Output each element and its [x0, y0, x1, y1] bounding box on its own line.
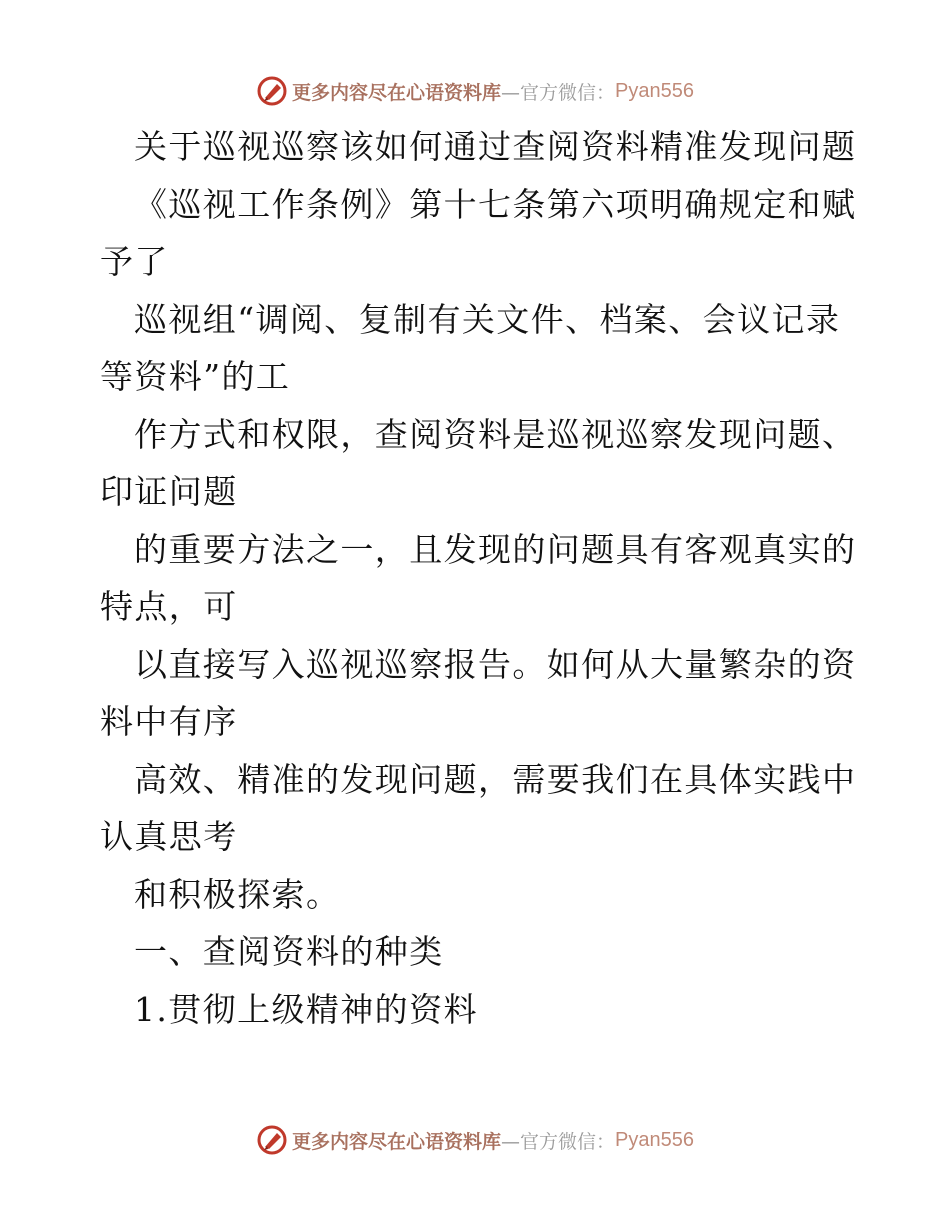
doc-line: 和积极探索。: [134, 874, 341, 914]
doc-line: 关于巡视巡察该如何通过查阅资料精准发现问题: [134, 127, 857, 166]
doc-line: 特点，可: [100, 587, 238, 626]
doc-line: 《巡视工作条例》第十七条第六项明确规定和赋: [134, 184, 857, 224]
doc-line: 巡视组“调阅、复制有关文件、档案、会议记录: [134, 299, 841, 339]
watermark-wechat-id: Pyan556: [615, 79, 694, 102]
document-body: [100, 118, 860, 1038]
watermark-brand: 更多内容尽在心语资料库: [292, 81, 502, 104]
pen-logo-icon: [256, 75, 288, 107]
watermark-wechat-id: Pyan556: [615, 1128, 694, 1151]
footer-watermark: [0, 1120, 950, 1160]
watermark-brand: 更多内容尽在心语资料库: [292, 1130, 502, 1153]
doc-line: 认真思考: [100, 817, 238, 856]
subsection-heading: 1.贯彻上级精神的资料: [134, 989, 478, 1029]
doc-line: 予了: [100, 242, 169, 281]
doc-line: 以直接写入巡视巡察报告。如何从大量繁杂的资: [134, 644, 857, 684]
doc-line: 高效、精准的发现问题，需要我们在具体实践中: [134, 759, 857, 799]
doc-line: 的重要方法之一，且发现的问题具有客观真实的: [134, 529, 857, 569]
pen-logo-icon: [256, 1124, 288, 1156]
doc-line: 印证问题: [100, 472, 238, 511]
doc-line: 料中有序: [100, 702, 238, 741]
doc-line: 等资料”的工: [100, 357, 291, 396]
header-watermark: [0, 71, 950, 111]
watermark-separator: —官方微信：: [501, 81, 616, 104]
section-heading: 一、查阅资料的种类: [134, 932, 444, 971]
watermark-separator: —官方微信：: [501, 1130, 616, 1153]
doc-line: 作方式和权限，查阅资料是巡视巡察发现问题、: [134, 414, 857, 454]
